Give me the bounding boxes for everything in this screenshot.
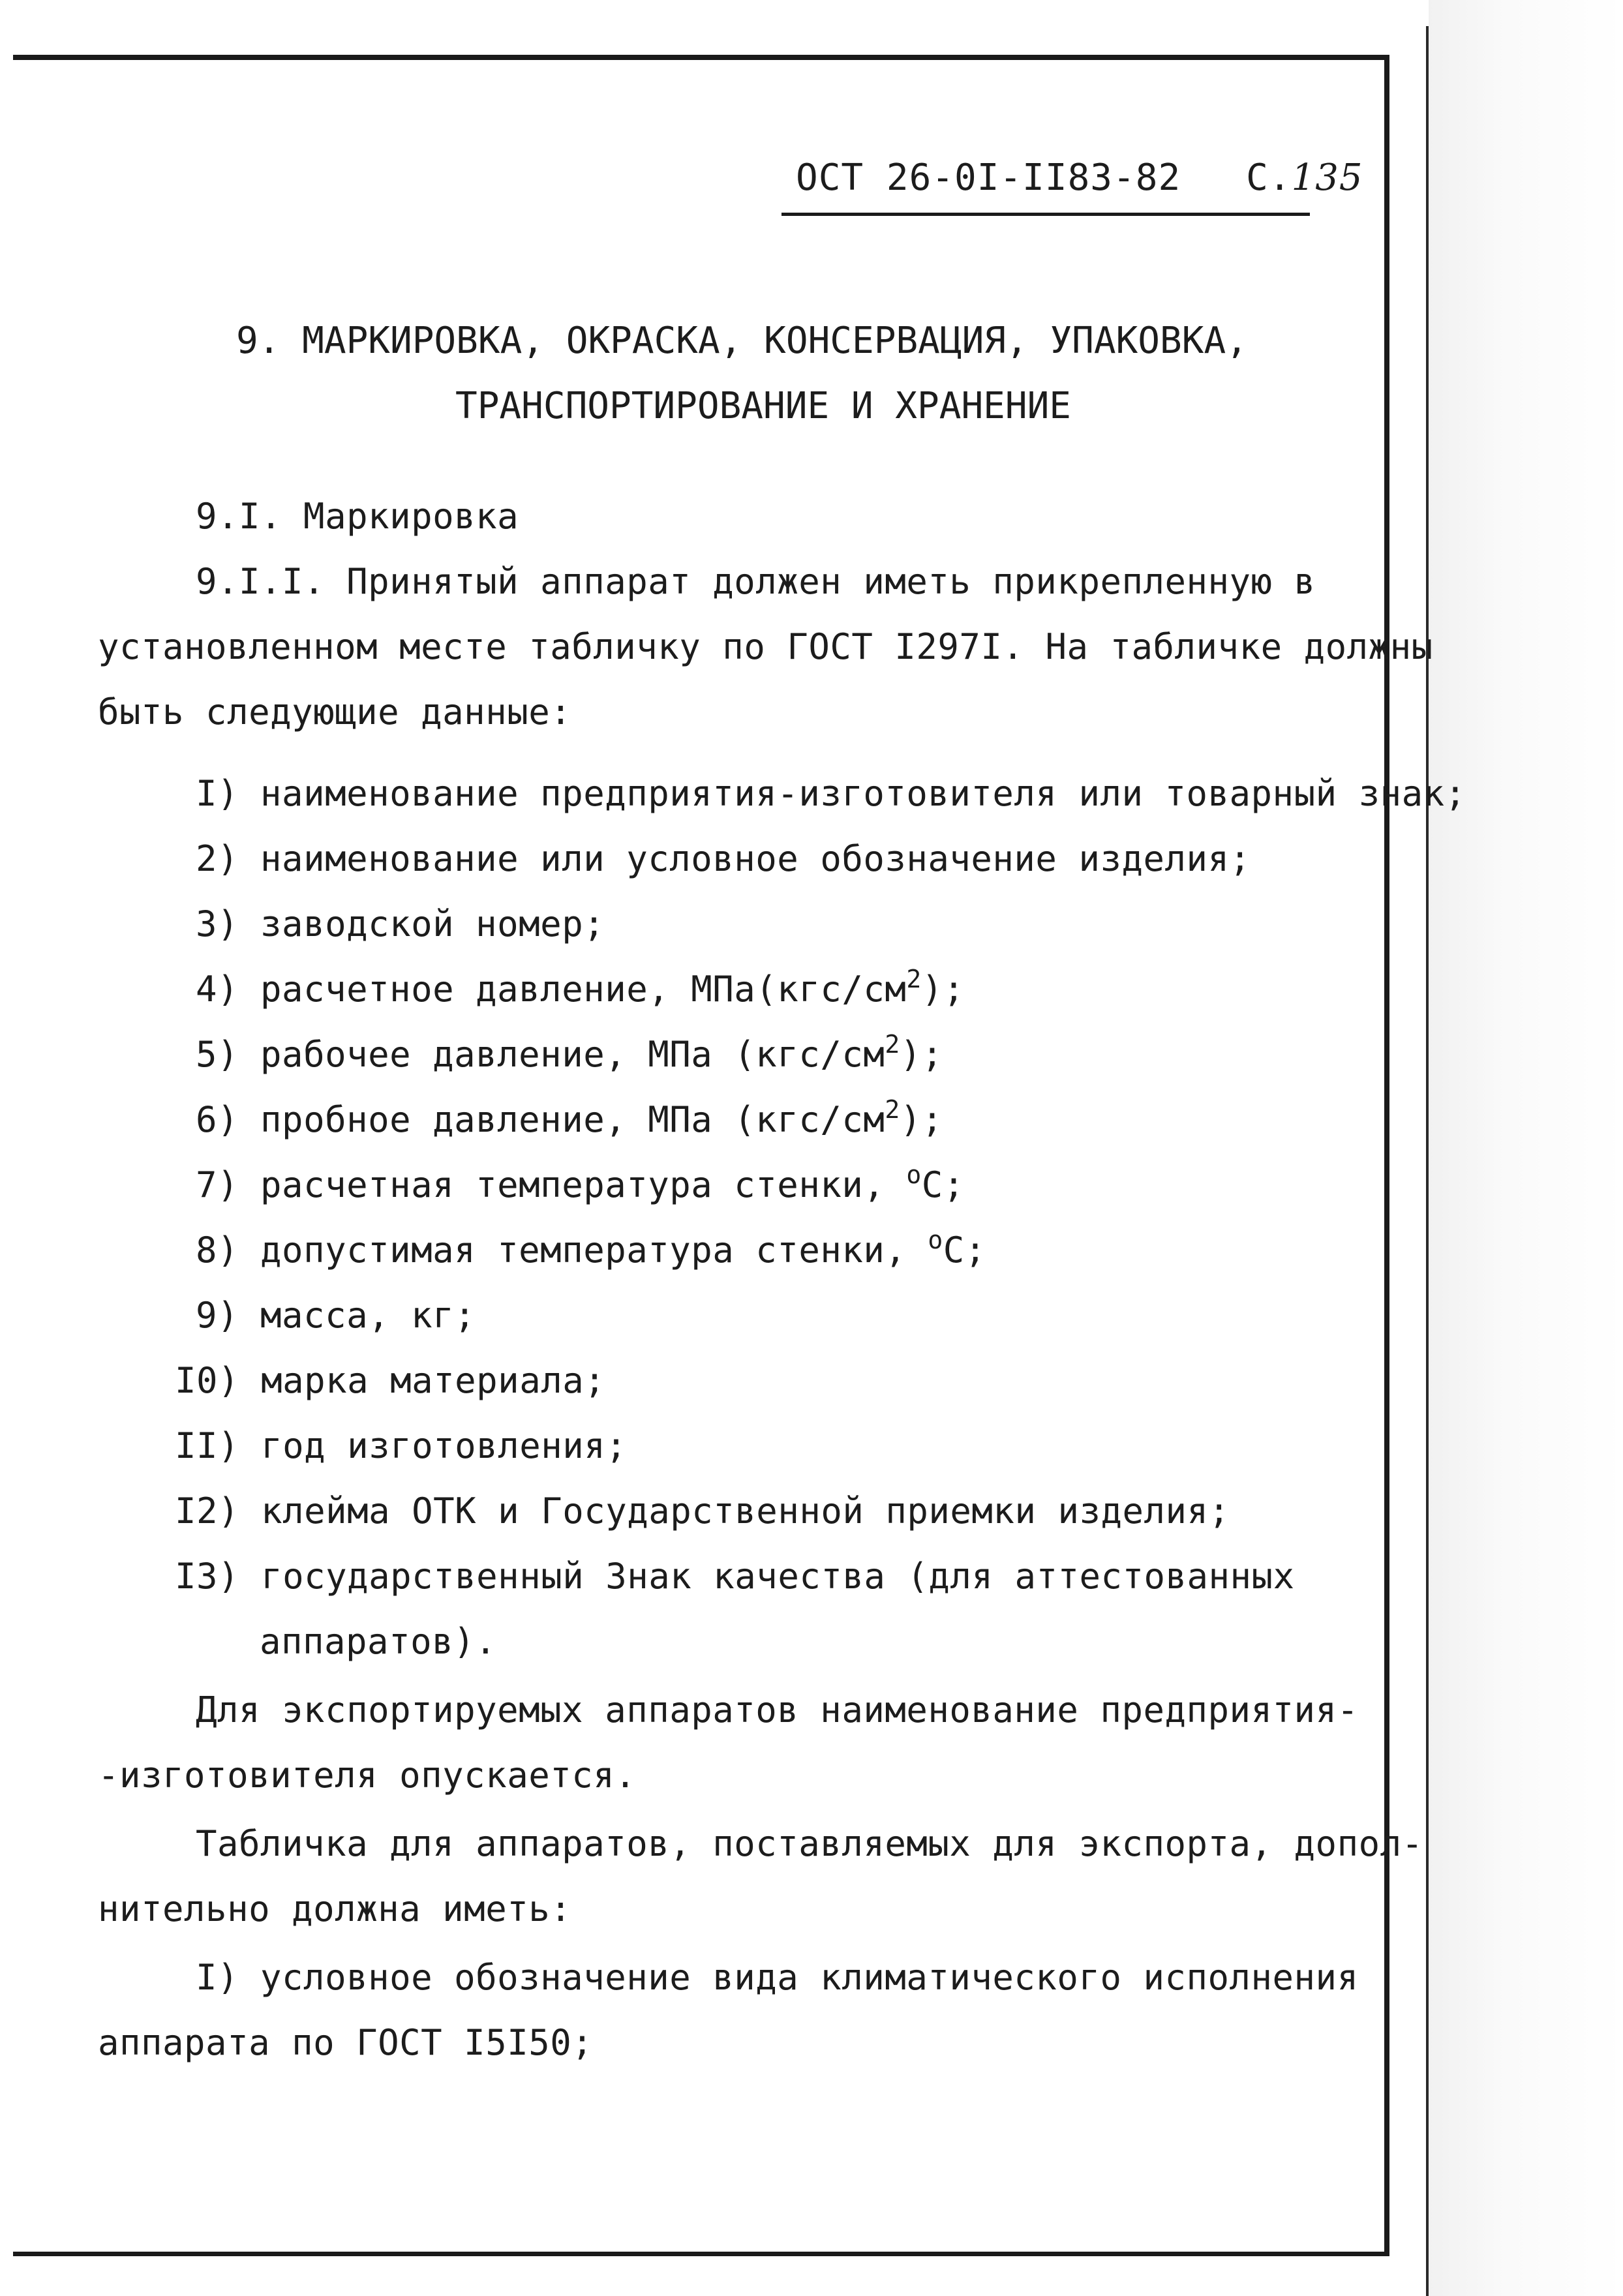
list-text: расчетное давление, МПа(кгс/см — [260, 969, 907, 1010]
list-text-end: ); — [900, 1099, 943, 1140]
list-text: год изготовления; — [261, 1425, 628, 1466]
list-text: наименование предприятия-изготовителя или товарный знак; — [260, 773, 1466, 814]
list-text: допустимая температура стенки, — [260, 1230, 928, 1271]
paragraph-4-line-2: аппарата по ГОСТ I5I50; — [98, 2022, 594, 2063]
list-text: пробное давление, МПа (кгс/см — [260, 1099, 885, 1140]
list-item — [175, 1490, 1230, 1532]
page-label — [1246, 157, 1363, 199]
list-item-continuation: аппаратов). — [260, 1621, 497, 1662]
list-number: I2) — [175, 1490, 240, 1532]
list-item — [196, 1030, 943, 1075]
list-item — [196, 773, 1466, 814]
list-number: I3) — [175, 1556, 240, 1597]
header-underline — [781, 213, 1310, 216]
frame-right-border — [1384, 57, 1389, 2256]
list-item — [175, 1360, 605, 1401]
list-text: заводской номер; — [260, 903, 605, 944]
list-number: 3) — [196, 903, 239, 944]
frame-outer-border — [1426, 26, 1429, 2296]
frame-bottom-border — [13, 2252, 1389, 2256]
standard-code: ОСТ 26-0I-II83-82 — [796, 157, 1181, 199]
paragraph-1-line-3: быть следующие данные: — [98, 691, 572, 733]
scan-edge — [1429, 0, 1623, 2296]
page-header — [796, 157, 1363, 199]
list-item — [175, 1556, 1295, 1597]
list-item — [196, 1095, 943, 1140]
list-item — [196, 838, 1251, 879]
list-text-end: С; — [921, 1164, 965, 1205]
list-item — [196, 1295, 476, 1336]
superscript: 2 — [885, 1030, 900, 1059]
list-number: 6) — [196, 1099, 239, 1140]
list-text: масса, кг; — [260, 1295, 476, 1336]
list-text-end: ); — [921, 969, 965, 1010]
list-text: государственный Знак качества (для аттестованных — [261, 1556, 1295, 1597]
list-item — [196, 965, 965, 1010]
page-prefix: С. — [1246, 157, 1292, 199]
paragraph-1-line-2: установленном месте табличку по ГОСТ I297I. На табличке должны — [98, 626, 1433, 667]
list-number: 9) — [196, 1295, 239, 1336]
list-text: марка материала; — [261, 1360, 606, 1401]
list-number: 4) — [196, 969, 239, 1010]
paragraph-3-line-2: нительно должна иметь: — [98, 1888, 572, 1929]
list-text: клейма ОТК и Государственной приемки изделия; — [261, 1490, 1230, 1532]
subsection-heading: 9.I. Маркировка — [196, 496, 519, 537]
superscript: о — [906, 1160, 922, 1190]
list-number: 7) — [196, 1164, 239, 1205]
superscript: о — [928, 1226, 943, 1255]
paragraph-2-line-2: -изготовителя опускается. — [98, 1755, 637, 1796]
paragraph-3-line-1: Табличка для аппаратов, поставляемых для экспорта, допол- — [196, 1823, 1423, 1864]
list-number: 8) — [196, 1230, 239, 1271]
section-title-line-2: ТРАНСПОРТИРОВАНИЕ И ХРАНЕНИЕ — [455, 385, 1072, 427]
list-number: 2) — [196, 838, 239, 879]
list-item — [196, 903, 605, 944]
list-text-end: ); — [900, 1034, 943, 1075]
paragraph-2-line-1: Для экспортируемых аппаратов наименование предприятия- — [196, 1689, 1359, 1730]
paragraph-4-line-1: I) условное обозначение вида климатического исполнения — [196, 1957, 1359, 1998]
list-text: расчетная температура стенки, — [260, 1164, 907, 1205]
list-text: рабочее давление, МПа (кгс/см — [260, 1034, 885, 1075]
frame-top-border — [13, 55, 1389, 60]
list-number: 5) — [196, 1034, 239, 1075]
list-text: наименование или условное обозначение изделия; — [260, 838, 1251, 879]
superscript: 2 — [906, 965, 922, 994]
superscript: 2 — [885, 1095, 900, 1125]
paragraph-1-line-1: 9.I.I. Принятый аппарат должен иметь прикрепленную в — [196, 561, 1316, 602]
section-title-line-1: 9. МАРКИРОВКА, ОКРАСКА, КОНСЕРВАЦИЯ, УПАКОВКА, — [236, 320, 1248, 362]
list-number: II) — [175, 1425, 240, 1466]
list-item — [196, 1160, 965, 1205]
list-number: I0) — [175, 1360, 240, 1401]
list-text-end: С; — [943, 1230, 986, 1271]
list-number: I) — [196, 773, 239, 814]
list-item — [175, 1425, 627, 1466]
list-item — [196, 1226, 986, 1271]
page-number: 135 — [1291, 157, 1363, 199]
